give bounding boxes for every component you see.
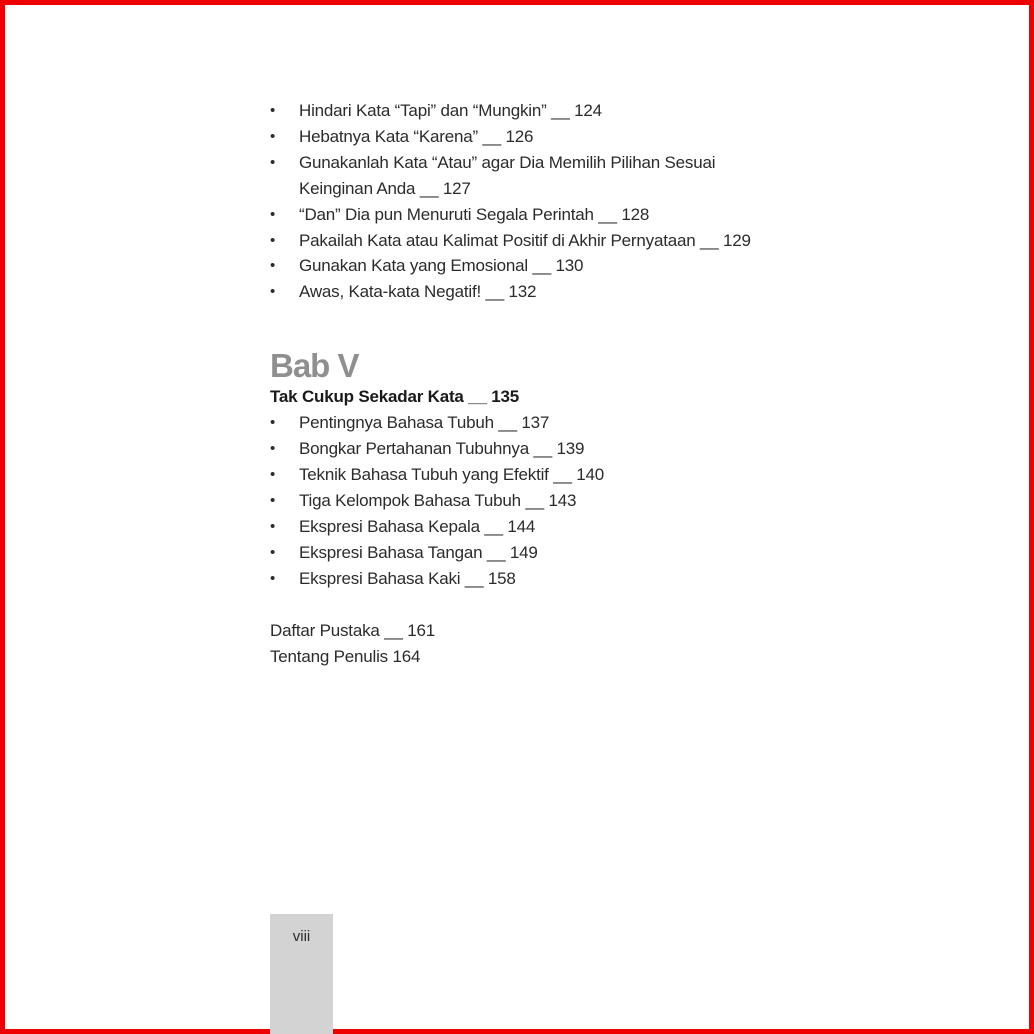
page-number: viii xyxy=(292,928,311,945)
toc-item-text: Hebatnya Kata “Karena” __ 126 xyxy=(299,126,534,146)
bullet-icon: • xyxy=(270,127,276,145)
toc-item xyxy=(270,488,830,514)
toc-item-text: Gunakanlah Kata “Atau” agar Dia Memilih Pilihan Sesuai Keinginan Anda __ 127 xyxy=(299,152,716,198)
toc-item-text: Ekspresi Bahasa Kepala __ 144 xyxy=(299,516,536,536)
bullet-icon: • xyxy=(270,231,276,249)
toc-item xyxy=(270,253,830,279)
page-number-tab xyxy=(270,914,333,1034)
bullet-icon: • xyxy=(270,414,276,432)
table-of-contents xyxy=(270,98,830,670)
toc-item xyxy=(270,436,830,462)
chapter-heading: Bab V xyxy=(270,347,359,385)
bullet-icon: • xyxy=(270,205,276,223)
toc-item xyxy=(270,228,830,254)
about-author-entry: Tentang Penulis 164 xyxy=(270,646,421,666)
bullet-icon: • xyxy=(270,466,276,484)
toc-item xyxy=(270,202,830,228)
bullet-icon: • xyxy=(270,153,276,171)
toc-item-text: Tiga Kelompok Bahasa Tubuh __ 143 xyxy=(299,490,577,510)
bullet-icon: • xyxy=(270,491,276,509)
toc-item-text: Gunakan Kata yang Emosional __ 130 xyxy=(299,256,584,276)
toc-item-text: Hindari Kata “Tapi” dan “Mungkin” __ 124 xyxy=(299,101,602,120)
chapter-item-list xyxy=(270,410,830,591)
toc-item-text: Bongkar Pertahanan Tubuhnya __ 139 xyxy=(299,439,585,459)
chapter-section xyxy=(270,348,830,591)
toc-item-text: Awas, Kata-kata Negatif! __ 132 xyxy=(299,282,537,302)
toc-item xyxy=(270,279,830,305)
toc-item-text: “Dan” Dia pun Menuruti Segala Perintah __ 128 xyxy=(299,204,650,224)
toc-item xyxy=(270,462,830,488)
bullet-icon: • xyxy=(270,102,276,119)
toc-item xyxy=(270,540,830,566)
toc-item xyxy=(270,98,830,124)
toc-item xyxy=(270,514,830,540)
bullet-icon: • xyxy=(270,257,276,275)
toc-item-text: Pakailah Kata atau Kalimat Positif di Akhir Pernyataan __ 129 xyxy=(299,230,751,250)
bullet-icon: • xyxy=(270,283,276,301)
bullet-icon: • xyxy=(270,440,276,458)
toc-section-list xyxy=(270,98,830,305)
toc-item xyxy=(270,566,830,592)
toc-item xyxy=(270,410,830,436)
bullet-icon: • xyxy=(270,569,276,587)
bullet-icon: • xyxy=(270,543,276,561)
toc-item xyxy=(270,124,830,150)
bibliography-entry: Daftar Pustaka __ 161 xyxy=(270,620,435,640)
toc-item-text: Teknik Bahasa Tubuh yang Efektif __ 140 xyxy=(299,465,605,485)
chapter-title: Tak Cukup Sekadar Kata __ 135 xyxy=(270,387,520,407)
back-matter xyxy=(270,618,830,670)
toc-item-text: Ekspresi Bahasa Kaki __ 158 xyxy=(299,568,516,588)
toc-item xyxy=(270,150,729,202)
toc-item-text: Pentingnya Bahasa Tubuh __ 137 xyxy=(299,413,550,433)
toc-item-text: Ekspresi Bahasa Tangan __ 149 xyxy=(299,542,538,562)
bullet-icon: • xyxy=(270,517,276,535)
